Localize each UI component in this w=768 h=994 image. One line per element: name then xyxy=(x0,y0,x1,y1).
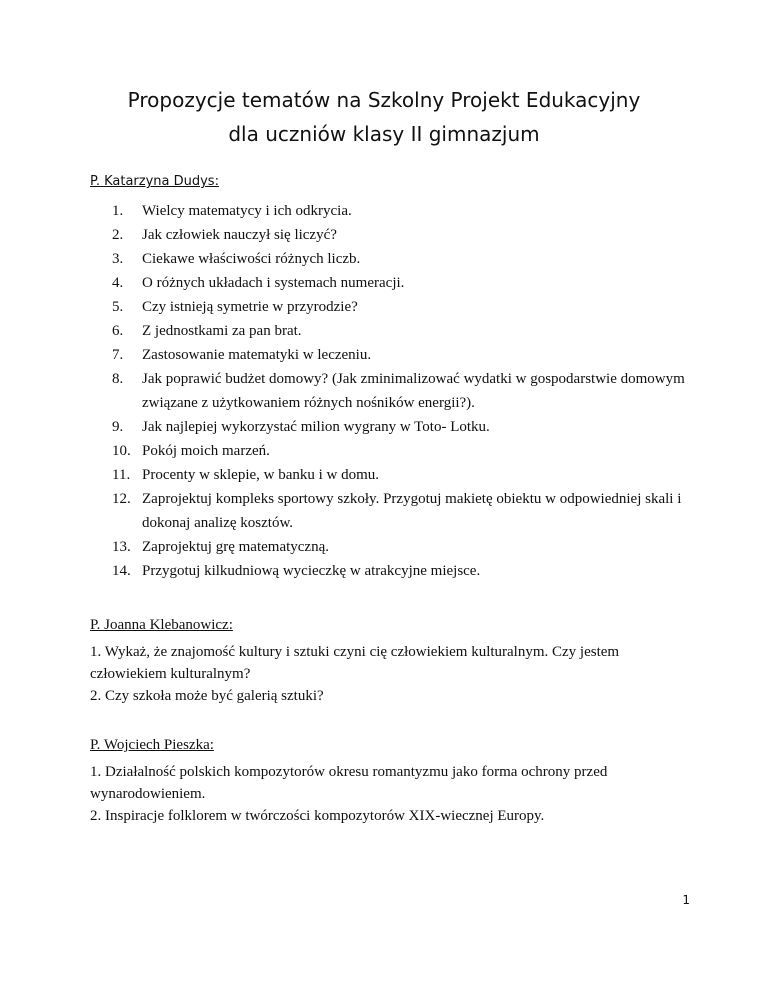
list-item-text: Zastosowanie matematyki w leczeniu. xyxy=(142,347,372,363)
list-item xyxy=(112,271,692,295)
list-item xyxy=(112,319,692,343)
page-title-line-1: Propozycje tematów na Szkolny Projekt Edukacyjny xyxy=(127,88,641,112)
page-title-line-2: dla uczniów klasy II gimnazjum xyxy=(228,122,540,146)
list-item xyxy=(112,247,692,271)
list-item xyxy=(112,415,692,439)
section-heading-dudys: P. Katarzyna Dudys: xyxy=(90,174,219,189)
list-item xyxy=(112,487,692,535)
list-item-text: Wielcy matematycy i ich odkrycia. xyxy=(142,203,352,219)
list-item xyxy=(112,343,692,367)
list-item-number: 1. xyxy=(112,203,124,219)
list-item-text: Z jednostkami za pan brat. xyxy=(142,323,302,339)
list-item-text: Pokój moich marzeń. xyxy=(142,443,270,459)
list-item-number: 9. xyxy=(112,419,124,435)
list-item-text: O różnych układach i systemach numeracji. xyxy=(142,275,405,291)
list-item xyxy=(112,439,692,463)
list-item-number: 5. xyxy=(112,299,124,315)
paragraph-pieszka-2: 2. Inspiracje folklorem w twórczości kompozytorów XIX-wiecznej Europy. xyxy=(90,808,545,824)
section-heading-pieszka: P. Wojciech Pieszka: xyxy=(90,737,214,753)
list-item xyxy=(112,223,692,247)
list-item-text: Ciekawe właściwości różnych liczb. xyxy=(142,251,361,267)
paragraph-klebanowicz-2: 2. Czy szkoła może być galerią sztuki? xyxy=(90,688,324,704)
list-item-number: 4. xyxy=(112,275,124,291)
list-item-text: Jak poprawić budżet domowy? (Jak zminimalizować wydatki w gospodarstwie domowym związane z użytkowaniem różnych nośników energii?). xyxy=(142,371,685,411)
list-item xyxy=(112,535,692,559)
list-item-number: 13. xyxy=(112,539,131,555)
list-item xyxy=(112,559,692,583)
page-number: 1 xyxy=(682,893,690,907)
topic-list-dudys xyxy=(112,199,692,583)
list-item-text: Przygotuj kilkudniową wycieczkę w atrakcyjne miejsce. xyxy=(142,563,481,579)
list-item-text: Zaprojektuj grę matematyczną. xyxy=(142,539,329,555)
list-item-number: 7. xyxy=(112,347,124,363)
list-item-number: 14. xyxy=(112,563,131,579)
list-item-text: Jak najlepiej wykorzystać milion wygrany w Toto- Lotku. xyxy=(142,419,490,435)
list-item-text: Procenty w sklepie, w banku i w domu. xyxy=(142,467,380,483)
paragraph-pieszka-1: 1. Działalność polskich kompozytorów okresu romantyzmu jako forma ochrony przed wynarodowieniem. xyxy=(90,764,608,802)
paragraph-klebanowicz-1: 1. Wykaż, że znajomość kultury i sztuki czyni cię człowiekiem kulturalnym. Czy jestem człowiekiem kulturalnym? xyxy=(90,644,620,682)
section-heading-klebanowicz: P. Joanna Klebanowicz: xyxy=(90,617,233,633)
list-item-number: 3. xyxy=(112,251,124,267)
list-item-number: 10. xyxy=(112,443,131,459)
list-item xyxy=(112,199,692,223)
list-item-text: Zaprojektuj kompleks sportowy szkoły. Przygotuj makietę obiektu w odpowiedniej skali i dokonaj analizę kosztów. xyxy=(142,491,682,531)
list-item-number: 6. xyxy=(112,323,124,339)
list-item-text: Jak człowiek nauczył się liczyć? xyxy=(142,227,337,243)
list-item-text: Czy istnieją symetrie w przyrodzie? xyxy=(142,299,358,315)
list-item-number: 12. xyxy=(112,491,131,507)
list-item-number: 2. xyxy=(112,227,124,243)
list-item-number: 8. xyxy=(112,371,124,387)
list-item xyxy=(112,367,692,415)
list-item xyxy=(112,295,692,319)
list-item xyxy=(112,463,692,487)
list-item-number: 11. xyxy=(112,467,131,483)
